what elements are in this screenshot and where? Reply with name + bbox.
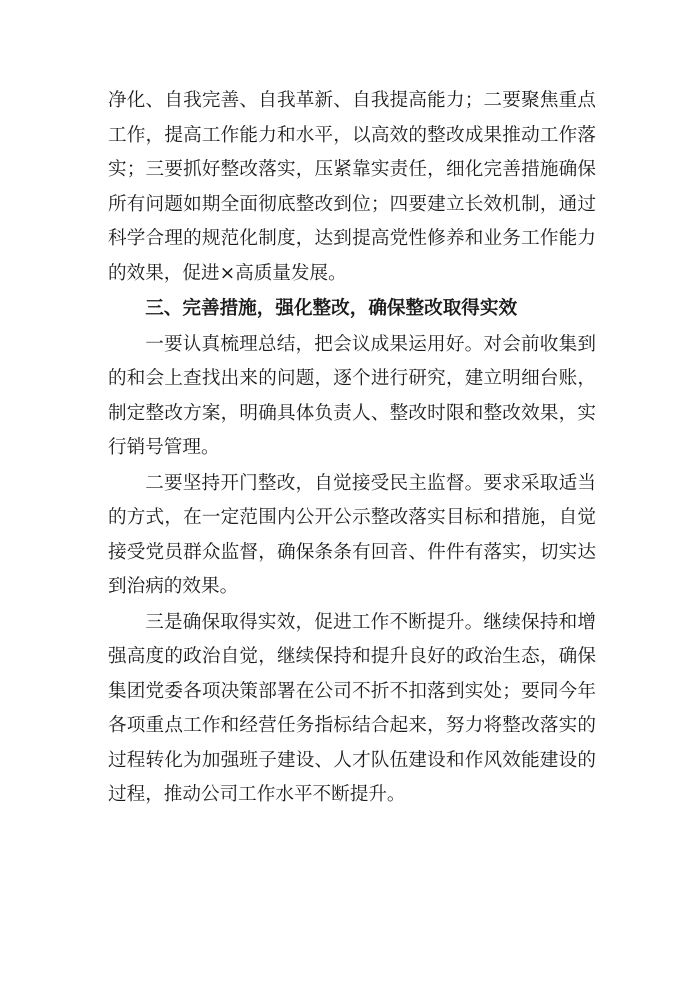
paragraph-point-three: 三是确保取得实效，促进工作不断提升。继续保持和增强高度的政治自觉，继续保持和提升良好的政治生态，确保集团党委各项决策部署在公司不折不扣落到实处；要同今年各项重点工作和经营任务指标结合起来，努力将整改落实的过程转化为加强班子建设、人才队伍建设和作风效能建设的过程，推动公司工作水平不断提升。 — [108, 611, 596, 805]
paragraph-point-one: 一要认真梳理总结，把会议成果运用好。对会前收集到的和会上查找出来的问题，逐个进行研究，建立明细台账，制定整改方案，明确具体负责人、整改时限和整改效果，实行销号管理。 — [108, 333, 596, 458]
paragraph-point-two: 二要坚持开门整改，自觉接受民主监督。要求采取适当的方式，在一定范围内公开公示整改落实目标和措施，自觉接受党员群众监督，确保条条有回音、件件有落实，切实达到治病的效果。 — [108, 472, 596, 597]
document-body — [108, 84, 596, 814]
paragraph-continued: 净化、自我完善、自我革新、自我提高能力；二要聚焦重点工作，提高工作能力和水平，以高效的整改成果推动工作落实；三要抓好整改落实，压紧靠实责任，细化完善措施确保所有问题如期全面彻底整改到位；四要建立长效机制，通过科学合理的规范化制度，达到提高党性修养和业务工作能力的效果，促进×高质量发展。 — [108, 90, 596, 284]
section-heading-three: 三、完善措施，强化整改，确保整改取得实效 — [145, 298, 518, 319]
